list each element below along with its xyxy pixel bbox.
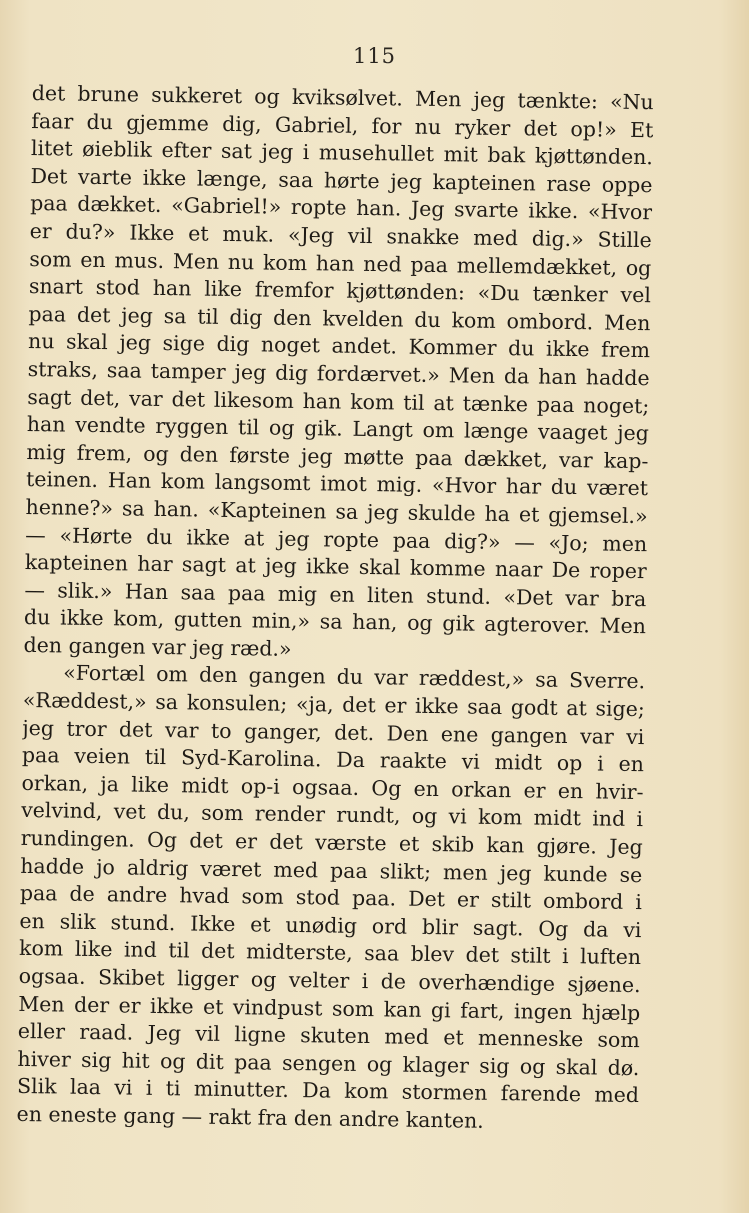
text-line: ogsaa. Skibet ligger og velter i de overhændige sjøene. [18, 963, 641, 998]
body-text [16, 80, 653, 1138]
text-line: du ikke kom, gutten min,» sa han, og gik agterover. Men [23, 605, 647, 639]
text-line: Slik laa vi i ti minutter. Da kom stormen farende med [16, 1074, 640, 1108]
text-line: teinen. Han kom langsomt imot mig. «Hvor har du været [25, 467, 649, 501]
text-line: kapteinen har sagt at jeg ikke skal komme naar De roper [24, 550, 647, 584]
text-line: hiver sig hit og dit paa sengen og klager sig og skal dø. [17, 1046, 640, 1080]
text-line: han vendte ryggen til og gik. Langt om længe vaaget jeg [26, 412, 650, 446]
page-number: 115 [352, 44, 397, 68]
text-line: Det varte ikke længe, saa hørte jeg kapteinen rase oppe [30, 163, 653, 197]
text-line: nu skal jeg sige dig noget andet. Kommer du ikke frem [27, 329, 651, 363]
text-line: paa det jeg sa til dig den kvelden du kom ombord. Men [28, 301, 651, 335]
text-line: hadde jo aldrig været med paa slikt; men jeg kunde se [20, 853, 643, 887]
text-line: paa dækket. «Gabriel!» ropte han. Jeg svarte ikke. «Hvor [29, 191, 653, 225]
text-line: paa de andre hvad som stod paa. Det er stilt ombord i [19, 881, 643, 915]
text-line: en slik stund. Ikke et unødig ord blir sagt. Og da vi [19, 908, 642, 942]
text-line: som en mus. Men nu kom han ned paa mellemdækket, og [29, 246, 652, 280]
text-line: sagt det, var det likesom han kom til at tænke paa noget; [27, 384, 650, 418]
text-line: orkan, ja like midt op-i ogsaa. Og en orkan er en hvir- [21, 770, 644, 804]
text-line: straks, saa tamper jeg dig fordærvet.» Men da han hadde [27, 356, 650, 391]
text-line: eller raad. Jeg vil ligne skuten med et menneske som [17, 1019, 640, 1053]
paragraph-start-line: «Fortæl om den gangen du var ræddest,» sa Sverre. [63, 660, 646, 694]
text-line: Men der er ikke et vindpust som kan gi fart, ingen hjælp [18, 991, 641, 1025]
text-line: mig frem, og den første jeg møtte paa dækket, var kap- [26, 439, 649, 473]
text-line: henne?» sa han. «Kapteinen sa jeg skulde ha et gjemsel.» [25, 494, 648, 529]
text-line: velvind, vet du, som render rundt, og vi kom midt ind i [20, 798, 644, 832]
text-line: «Ræddest,» sa konsulen; «ja, det er ikke saa godt at sige; [22, 687, 645, 722]
text-line: faar du gjemme dig, Gabriel, for nu ryker det op!» Et [31, 108, 654, 142]
text-line: jeg tror det var to ganger, det. Den ene gangen var vi [22, 715, 645, 749]
text-line: — slik.» Han saa paa mig en liten stund. «Det var bra [24, 577, 647, 611]
paragraph-end-line: den gangen var jeg ræd.» [23, 632, 292, 661]
text-line: er du?» Ikke et muk. «Jeg vil snakke med dig.» Stille [29, 218, 652, 253]
text-line: det brune sukkeret og kviksølvet. Men jeg tænkte: «Nu [31, 80, 654, 115]
text-line: litet øieblik efter sat jeg i musehullet mit bak kjøttønden. [30, 136, 654, 170]
text-line: en eneste gang — rakt fra den andre kanten. [16, 1101, 484, 1133]
text-line: snart stod han like fremfor kjøttønden: «Du tænker vel [28, 274, 652, 308]
text-line: rundingen. Og det er det værste et skib kan gjøre. Jeg [20, 825, 643, 860]
text-line: — «Hørte du ikke at jeg ropte paa dig?» — «Jo; men [25, 522, 648, 556]
text-line: kom like ind til det midterste, saa blev det stilt i luften [18, 936, 642, 970]
text-line: paa veien til Syd-Karolina. Da raakte vi midt op i en [21, 743, 645, 777]
